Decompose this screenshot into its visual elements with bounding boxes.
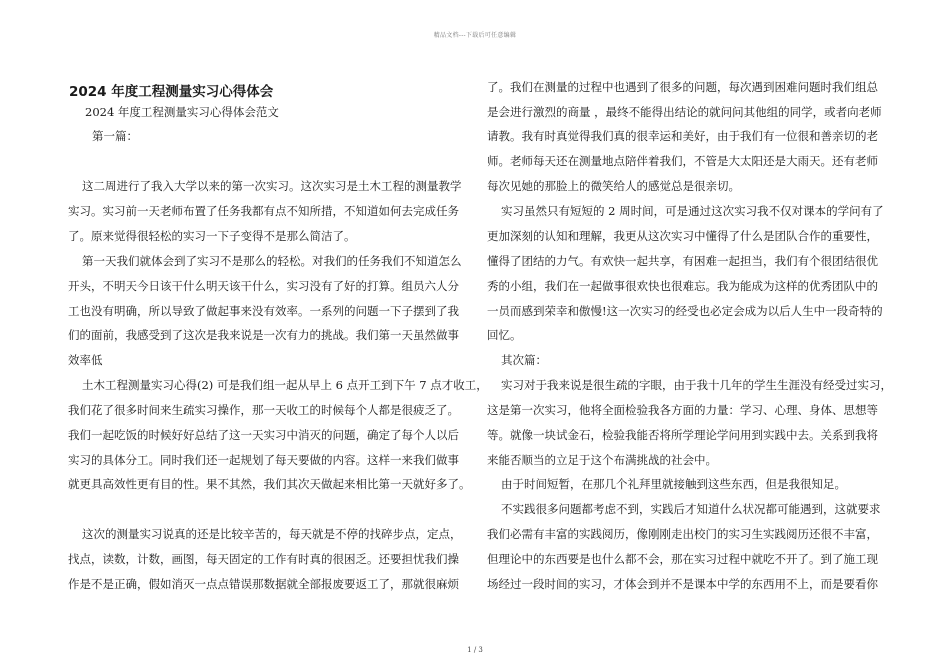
text-line: 等。就像一块试金石，检验我能否将所学理论学问用到实践中去。关系到我将 bbox=[487, 428, 878, 442]
page-number: 1 / 3 bbox=[467, 646, 483, 654]
text-line: 是会进行激烈的商量 ，最终不能得出结论的就问问其他组的同学，或者向老师 bbox=[487, 105, 882, 119]
text-line: 请教。我有时真觉得我们真的很幸运和美好，由于我们有一位很和善亲切的老 bbox=[487, 129, 878, 143]
text-line: 我们一起吃饭的时候好好总结了这一天实习中消灭的问题，确定了每个人以后 bbox=[68, 428, 459, 442]
text-line: 了。原来觉得很轻松的实习一下子变得不是那么简洁了。 bbox=[68, 229, 356, 243]
text-line: 由于时间短暂，在那几个礼拜里就接触到这些东西，但是我很知足。 bbox=[501, 477, 846, 491]
section-heading: 第一篇： bbox=[92, 129, 138, 143]
text-line: 我们花了很多时间来生疏实习操作，那一天收工的时候每个人都是很疲乏了。 bbox=[68, 403, 459, 417]
page-header: 精品文档---下载后可任意编辑 bbox=[433, 32, 517, 39]
text-line: 回忆。 bbox=[487, 328, 522, 342]
text-line: 场经过一段时间的实习，才体会到并不是课本中学的东西用不上，而是要看你 bbox=[487, 577, 878, 591]
section-heading: 其次篇： bbox=[501, 353, 547, 367]
subtitle-line: 2024 年度工程测量实习心得体会范文 bbox=[85, 105, 279, 119]
text-line: 工也没有明确，所以导致了做起事来没有效率。一系列的问题一下子摆到了我 bbox=[68, 304, 459, 318]
text-line: 土木工程测量实习心得(2) 可是我们组一起从早上 6 点开工到下午 7 点才收工， bbox=[82, 378, 488, 392]
text-line: 更加深刻的认知和理解，我更从这次实习中懂得了什么是团队合作的重要性， bbox=[487, 229, 878, 243]
text-line: 这二周进行了我入大学以来的第一次实习。这次实习是土木工程的测量教学 bbox=[82, 179, 462, 193]
text-line: 们的面前，我感受到了这次是我来说是一次有力的挑战。我们第一天虽然做事 bbox=[68, 328, 459, 342]
text-line: 实习虽然只有短短的 2 周时间，可是通过这次实习我不仅对课本的学问有了 bbox=[501, 204, 884, 218]
text-line: 一员而感到荣幸和傲慢!这一次实习的经受也必定会成为以后人生中一段奇特的 bbox=[487, 304, 883, 318]
text-line: 这次的测量实习说真的还是比较辛苦的，每天就是不停的找碎步点，定点， bbox=[82, 527, 462, 541]
text-line: 了。我们在测量的过程中也遇到了很多的问题，每次遇到困难问题时我们组总 bbox=[487, 80, 878, 94]
text-line: 秀的小组，我们在一起做事很欢快也很难忘。我为能成为这样的优秀团队中的 bbox=[487, 279, 878, 293]
text-line: 找点，读数，计数，画图，每天固定的工作有时真的很困乏。还要担忧我们操 bbox=[68, 552, 459, 566]
text-line: 每次见她的那脸上的微笑给人的感觉总是很亲切。 bbox=[487, 179, 740, 193]
text-line: 就更具高效性更有目的性。果不其然，我们其次天做起来相比第一天就好多了。 bbox=[68, 477, 471, 491]
text-line: 师。老师每天还在测量地点陪伴着我们，不管是大太阳还是大雨天。还有老师 bbox=[487, 154, 878, 168]
text-line: 实习。实习前一天老师布置了任务我都有点不知所措，不知道如何去完成任务 bbox=[68, 204, 459, 218]
text-line: 我们必需有丰富的实践阅历，像刚刚走出校门的实习生实践阅历还很不丰富， bbox=[487, 527, 878, 541]
text-line: 效率低 bbox=[68, 353, 103, 367]
text-line: 实习的具体分工。同时我们还一起规划了每天要做的内容。这样一来我们做事 bbox=[68, 453, 459, 467]
text-line: 第一天我们就体会到了实习不是那么的轻松。对我们的任务我们不知道怎么 bbox=[82, 254, 462, 268]
text-line: 不实践很多问题都考虑不到，实践后才知道什么状况都可能遇到，这就要求 bbox=[501, 502, 881, 516]
text-line: 来能否顺当的立足于这个布满挑战的社会中。 bbox=[487, 453, 717, 467]
text-line: 实习对于我来说是很生疏的字眼，由于我十几年的学生生涯没有经受过实习， bbox=[501, 378, 892, 392]
text-line: 这是第一次实习，他将全面检验我各方面的力量：学习、心理、身体、思想等 bbox=[487, 403, 878, 417]
text-line: 但理论中的东西要是也什么都不会，那在实习过程中就吃不开了。到了施工现 bbox=[487, 552, 878, 566]
text-line: 懂得了团结的力气。有欢快一起共享，有困难一起担当，我们有个很团结很优 bbox=[487, 254, 878, 268]
document-title: 2024 年度工程测量实习心得体会 bbox=[69, 84, 274, 100]
text-line: 开头，不明天今日该干什么明天该干什么，实习没有了好的打算。组员六人分 bbox=[68, 279, 459, 293]
text-line: 作是不是正确，假如消灭一点点错误那数据就全部报废要返工了，那就很麻烦 bbox=[68, 577, 459, 591]
